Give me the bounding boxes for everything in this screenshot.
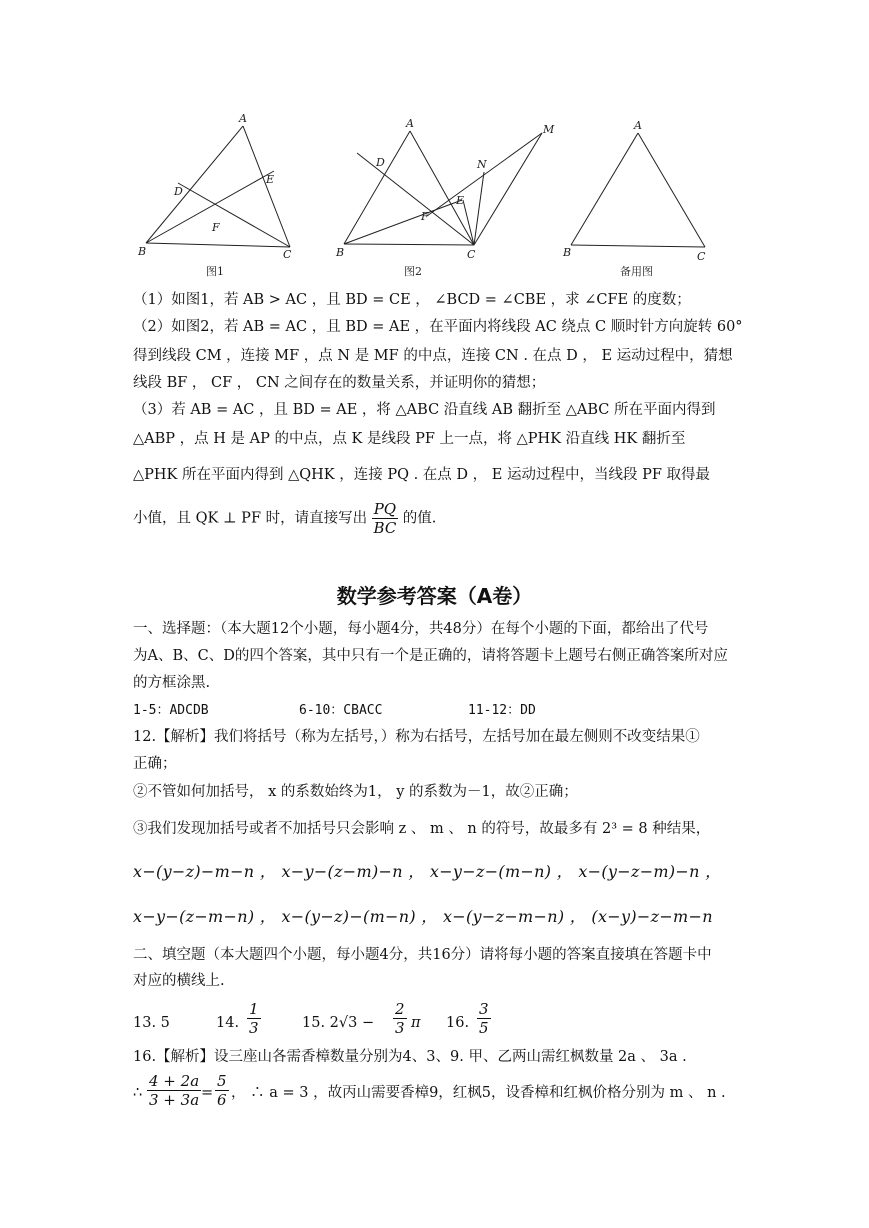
fill-answer-13: 13. 5 [133, 1015, 170, 1031]
question-part-2-line-2: 得到线段 CM ，连接 MF ，点 N 是 MF 的中点，连接 CN . 在点 D ， E 运动过程中，猜想 [133, 348, 733, 364]
fraction-denominator: 3 [249, 1019, 259, 1037]
fraction-denominator: 6 [217, 1091, 227, 1109]
question-part-2-line-3: 线段 BF ， CF ， CN 之间存在的数量关系，并证明你的猜想； [133, 375, 546, 391]
mc-answers-6-10: 6-10：CBACC [299, 703, 383, 718]
fraction-denominator: 3 + 3a [149, 1091, 200, 1109]
answer-16-fraction-right [215, 1072, 229, 1109]
fill-answer-15-label: 15. 2√3 − [302, 1015, 375, 1031]
fill-answer-14-label: 14. [216, 1015, 240, 1031]
fig2-label-a: A [406, 117, 414, 130]
fraction-numerator: 2 [395, 1000, 405, 1018]
question-part-3-line-3: △PHK 所在平面内得到 △QHK ，连接 PQ . 在点 D ， E 运动过程中，当线段 PF 取得最 [133, 467, 710, 483]
answer-12-line-2: 正确； [133, 756, 177, 772]
fig2-caption: 图2 [404, 265, 422, 278]
fraction-numerator: 5 [217, 1072, 227, 1090]
fig2-label-f: F [421, 210, 429, 223]
figure-2 [344, 131, 542, 245]
fill-answer-15-fraction [393, 1000, 407, 1037]
fig1-label-e: E [266, 173, 275, 186]
fig1-label-f: F [212, 221, 220, 234]
fraction-numerator: PQ [373, 500, 397, 518]
therefore-symbol: ∴ [133, 1085, 143, 1101]
fill-answer-14-fraction [247, 1000, 261, 1037]
fig2-label-d: D [376, 156, 385, 169]
question-part-3-line-4 [133, 500, 436, 537]
fig1-label-b: B [138, 245, 147, 258]
fill-answer-16-label: 16. [446, 1015, 470, 1031]
mc-answers-11-12: 11-12：DD [468, 703, 536, 718]
answer-16-conclusion: ， ∴ a = 3 ，故丙山需要香樟9，红枫5，设香樟和红枫价格分别为 m 、 n . [231, 1085, 726, 1101]
section-2-line-1: 二、填空题（本大题四个小题，每小题4分，共16分）请将每小题的答案直接填在答题卡中 [133, 947, 712, 963]
answer-title: 数学参考答案（A卷） [336, 584, 533, 608]
fig1-label-a: A [239, 112, 247, 125]
fig2-label-e: E [456, 194, 465, 207]
fig3-label-c: C [697, 250, 706, 263]
fig1-label-c: C [283, 248, 292, 261]
expressions-row-1: x−(y−z)−m−n ， x−y−(z−m)−n ， x−y−z−(m−n) ， x−(y−z−m)−n ， [133, 862, 722, 881]
question-part-3-end: 的值. [402, 510, 437, 527]
fig2-label-m: M [543, 123, 555, 136]
mc-answers-1-5: 1-5：ADCDB [133, 703, 209, 718]
section-2-line-2: 对应的横线上. [133, 973, 225, 989]
fraction-denominator: 3 [395, 1019, 405, 1037]
fraction-numerator: 3 [479, 1000, 489, 1018]
fraction-numerator: 4 + 2a [149, 1072, 200, 1090]
section-1-line-3: 的方框涂黑. [133, 675, 211, 691]
question-part-3-line-2: △ABP ，点 H 是 AP 的中点，点 K 是线段 PF 上一点，将 △PHK 沿直线 HK 翻折至 [133, 431, 686, 447]
fraction-denominator: 5 [479, 1019, 489, 1037]
fig1-label-d: D [174, 185, 183, 198]
answer-12-line-4: ③我们发现加括号或者不加括号只会影响 z 、 m 、 n 的符号，故最多有 2³ = 8 种结果， [133, 821, 711, 837]
question-part-3-text: 小值，且 QK ⊥ PF 时，请直接写出 [133, 510, 368, 527]
fig3-caption: 备用图 [620, 265, 653, 278]
answer-12-line-3: ②不管如何加括号， x 的系数始终为1， y 的系数为－1，故②正确； [133, 784, 578, 800]
fig2-label-b: B [336, 246, 345, 259]
question-part-2-line-1: （2）如图2，若 AB = AC ，且 BD = AE ，在平面内将线段 AC 绕点 C 顺时针方向旋转 60° [133, 319, 743, 335]
answer-16-line-1: 16.【解析】设三座山各需香樟数量分别为4、3、9. 甲、乙两山需红枫数量 2a 、 3a . [133, 1049, 687, 1065]
geometry-figures [0, 0, 869, 290]
fraction-denominator: BC [373, 519, 397, 537]
fill-answer-15-pi: π [411, 1015, 421, 1031]
fig3-label-a: A [634, 119, 642, 132]
answer-12-line-1: 12.【解析】我们将括号（称为左括号，）称为右括号，左括号加在最左侧则不改变结果① [133, 729, 700, 745]
fraction-numerator: 1 [249, 1000, 259, 1018]
pq-over-bc-fraction [372, 500, 398, 537]
fig3-label-b: B [563, 246, 572, 259]
fig2-label-n: N [477, 158, 487, 171]
answer-16-fraction-left [147, 1072, 201, 1109]
fig2-label-c: C [467, 248, 476, 261]
question-part-1: （1）如图1，若 AB > AC ，且 BD = CE ， ∠BCD = ∠CBE ，求 ∠CFE 的度数； [133, 292, 691, 308]
expressions-row-2: x−y−(z−m−n) ， x−(y−z)−(m−n) ， x−(y−z−m−n) ， (x−y)−z−m−n [133, 907, 713, 926]
question-part-3-line-1: （3）若 AB = AC ，且 BD = AE ，将 △ABC 沿直线 AB 翻折至 △ABC 所在平面内得到 [133, 402, 716, 418]
fig1-caption: 图1 [206, 265, 224, 278]
section-1-line-2: 为A、B、C、D的四个答案，其中只有一个是正确的，请将答题卡上题号右侧正确答案所对应 [133, 648, 728, 664]
fill-answer-16-fraction [477, 1000, 491, 1037]
figure-3 [571, 133, 705, 247]
equals-sign: = [201, 1085, 214, 1101]
section-1-line-1: 一、选择题：（本大题12个小题，每小题4分，共48分）在每个小题的下面，都给出了代号 [133, 621, 709, 637]
